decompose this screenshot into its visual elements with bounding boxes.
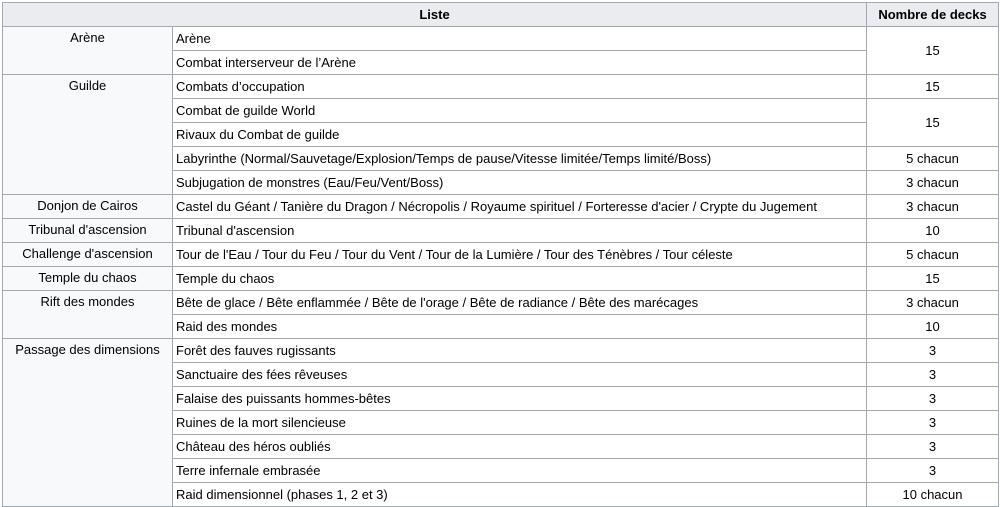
mode-cell: Terre infernale embrasée [173,459,867,483]
deck-count-cell: 3 [867,435,999,459]
mode-cell: Tribunal d'ascension [173,219,867,243]
table-row [3,267,999,291]
mode-cell: Falaise des puissants hommes-bêtes [173,387,867,411]
table-row [3,243,999,267]
table-row [3,75,999,99]
table-row [3,195,999,219]
mode-cell: Château des héros oubliés [173,435,867,459]
mode-cell: Labyrinthe (Normal/Sauvetage/Explosion/Temps de pause/Vitesse limitée/Temps limité/Boss) [173,147,867,171]
category-cell: Rift des mondes [3,291,173,339]
deck-count-cell: 15 [867,267,999,291]
mode-cell: Tour de l'Eau / Tour du Feu / Tour du Vent / Tour de la Lumière / Tour des Ténèbres / Tour céleste [173,243,867,267]
mode-cell: Combat interserveur de l’Arène [173,51,867,75]
deck-count-cell: 15 [867,99,999,147]
deck-count-table [2,2,999,507]
mode-cell: Forêt des fauves rugissants [173,339,867,363]
category-cell: Donjon de Cairos [3,195,173,219]
mode-cell: Raid des mondes [173,315,867,339]
category-cell: Arène [3,27,173,75]
mode-cell: Sanctuaire des fées rêveuses [173,363,867,387]
header-row [3,3,999,27]
deck-count-cell: 3 chacun [867,171,999,195]
header-liste: Liste [3,3,867,27]
category-cell: Guilde [3,75,173,195]
table-row [3,291,999,315]
category-cell: Passage des dimensions [3,339,173,507]
deck-count-cell: 3 [867,459,999,483]
deck-count-cell: 15 [867,75,999,99]
deck-count-cell: 10 [867,219,999,243]
deck-count-cell: 3 chacun [867,195,999,219]
deck-count-cell: 5 chacun [867,147,999,171]
deck-count-cell: 5 chacun [867,243,999,267]
category-cell: Challenge d'ascension [3,243,173,267]
table-row [3,339,999,363]
mode-cell: Rivaux du Combat de guilde [173,123,867,147]
deck-count-cell: 3 [867,363,999,387]
deck-count-cell: 15 [867,27,999,75]
deck-count-cell: 3 [867,387,999,411]
mode-cell: Arène [173,27,867,51]
mode-cell: Bête de glace / Bête enflammée / Bête de l'orage / Bête de radiance / Bête des marécages [173,291,867,315]
deck-count-cell: 3 [867,411,999,435]
table-row [3,27,999,51]
deck-count-cell: 3 chacun [867,291,999,315]
mode-cell: Castel du Géant / Tanière du Dragon / Nécropolis / Royaume spirituel / Forteresse d'acier / Crypte du Jugement [173,195,867,219]
mode-cell: Combat de guilde World [173,99,867,123]
mode-cell: Ruines de la mort silencieuse [173,411,867,435]
category-cell: Temple du chaos [3,267,173,291]
header-nombre-de-decks: Nombre de decks [867,3,999,27]
table-row [3,219,999,243]
mode-cell: Raid dimensionnel (phases 1, 2 et 3) [173,483,867,507]
table-body [3,27,999,507]
deck-count-cell: 10 chacun [867,483,999,507]
mode-cell: Combats d’occupation [173,75,867,99]
deck-count-cell: 3 [867,339,999,363]
mode-cell: Subjugation de monstres (Eau/Feu/Vent/Boss) [173,171,867,195]
mode-cell: Temple du chaos [173,267,867,291]
deck-count-cell: 10 [867,315,999,339]
category-cell: Tribunal d'ascension [3,219,173,243]
